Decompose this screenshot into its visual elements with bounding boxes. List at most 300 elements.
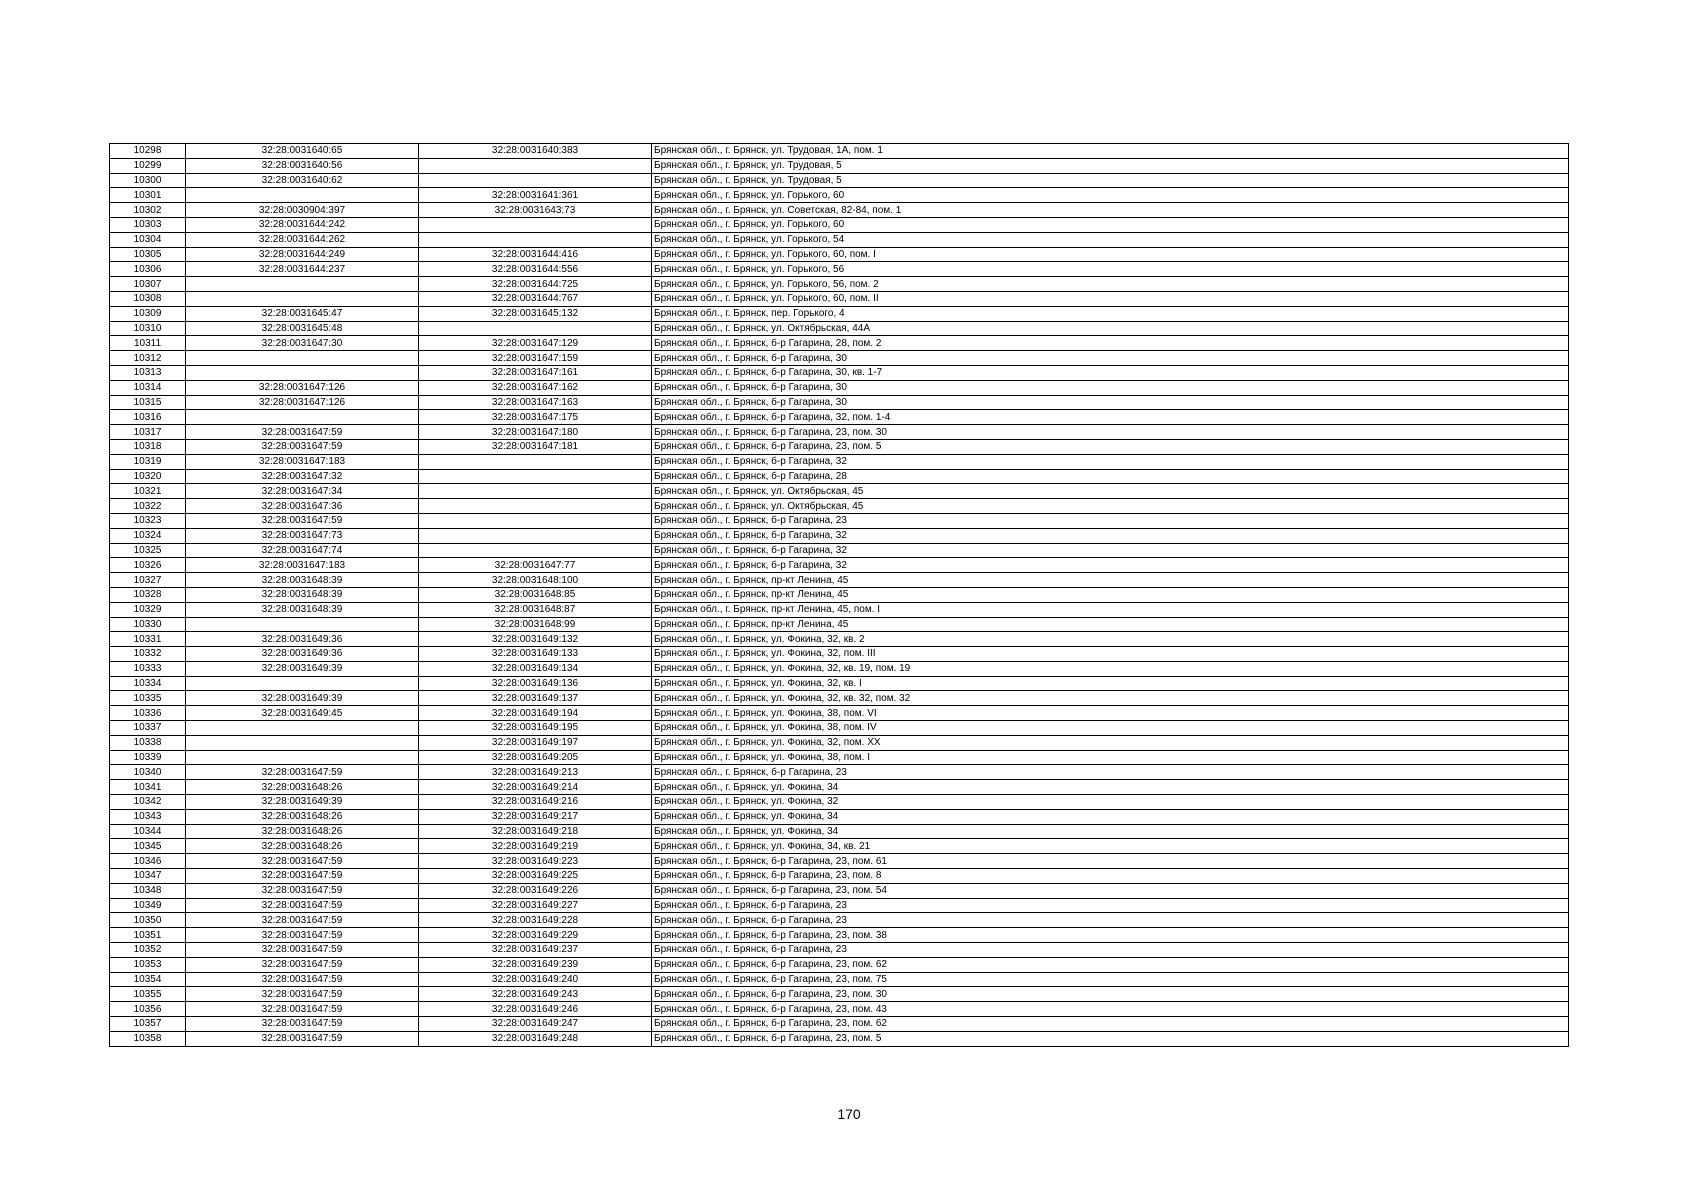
- premises-cadastral-number-cell: 32:28:0031648:87: [419, 602, 652, 617]
- object-cadastral-number-cell: [186, 365, 419, 380]
- table-row: [110, 469, 1569, 484]
- table-row: [110, 765, 1569, 780]
- table-row: [110, 558, 1569, 573]
- object-cadastral-number-cell: 32:28:0031644:237: [186, 262, 419, 277]
- object-cadastral-number-cell: 32:28:0031647:59: [186, 869, 419, 884]
- table-row: [110, 217, 1569, 232]
- table-row: [110, 602, 1569, 617]
- row-number-cell: 10318: [110, 439, 186, 454]
- premises-cadastral-number-cell: 32:28:0031647:162: [419, 380, 652, 395]
- address-cell: Брянская обл., г. Брянск, ул. Фокина, 32, кв. 2: [652, 632, 1569, 647]
- premises-cadastral-number-cell: 32:28:0031649:223: [419, 854, 652, 869]
- row-number-cell: 10353: [110, 957, 186, 972]
- table-row: [110, 203, 1569, 218]
- row-number-cell: 10332: [110, 647, 186, 662]
- object-cadastral-number-cell: 32:28:0031647:59: [186, 513, 419, 528]
- address-cell: Брянская обл., г. Брянск, ул. Фокина, 32, пом. III: [652, 647, 1569, 662]
- premises-cadastral-number-cell: 32:28:0031647:163: [419, 395, 652, 410]
- premises-cadastral-number-cell: [419, 217, 652, 232]
- premises-cadastral-number-cell: 32:28:0031649:205: [419, 750, 652, 765]
- address-cell: Брянская обл., г. Брянск, б-р Гагарина, 30, кв. 1-7: [652, 365, 1569, 380]
- premises-cadastral-number-cell: [419, 469, 652, 484]
- premises-cadastral-number-cell: 32:28:0031644:556: [419, 262, 652, 277]
- row-number-cell: 10339: [110, 750, 186, 765]
- premises-cadastral-number-cell: 32:28:0031649:240: [419, 972, 652, 987]
- premises-cadastral-number-cell: 32:28:0031643:73: [419, 203, 652, 218]
- object-cadastral-number-cell: 32:28:0031647:30: [186, 336, 419, 351]
- table-row: [110, 839, 1569, 854]
- address-cell: Брянская обл., г. Брянск, б-р Гагарина, 23, пом. 38: [652, 928, 1569, 943]
- table-row: [110, 410, 1569, 425]
- premises-cadastral-number-cell: 32:28:0031647:77: [419, 558, 652, 573]
- address-cell: Брянская обл., г. Брянск, б-р Гагарина, 32: [652, 558, 1569, 573]
- premises-cadastral-number-cell: 32:28:0031645:132: [419, 306, 652, 321]
- table-row: [110, 395, 1569, 410]
- object-cadastral-number-cell: 32:28:0031649:39: [186, 691, 419, 706]
- premises-cadastral-number-cell: 32:28:0031649:239: [419, 957, 652, 972]
- object-cadastral-number-cell: 32:28:0031647:59: [186, 883, 419, 898]
- row-number-cell: 10302: [110, 203, 186, 218]
- table-row: [110, 573, 1569, 588]
- object-cadastral-number-cell: [186, 617, 419, 632]
- row-number-cell: 10310: [110, 321, 186, 336]
- address-cell: Брянская обл., г. Брянск, ул. Трудовая, 5: [652, 173, 1569, 188]
- object-cadastral-number-cell: 32:28:0031645:48: [186, 321, 419, 336]
- address-cell: Брянская обл., г. Брянск, ул. Горького, 60, пом. I: [652, 247, 1569, 262]
- address-cell: Брянская обл., г. Брянск, ул. Фокина, 32, кв. 32, пом. 32: [652, 691, 1569, 706]
- page-number: 170: [837, 1106, 861, 1122]
- table-row: [110, 454, 1569, 469]
- object-cadastral-number-cell: [186, 750, 419, 765]
- address-cell: Брянская обл., г. Брянск, ул. Фокина, 32, кв. I: [652, 676, 1569, 691]
- table-row: [110, 365, 1569, 380]
- object-cadastral-number-cell: 32:28:0031648:39: [186, 602, 419, 617]
- table-row: [110, 795, 1569, 810]
- premises-cadastral-number-cell: 32:28:0031644:725: [419, 277, 652, 292]
- address-cell: Брянская обл., г. Брянск, б-р Гагарина, 30: [652, 351, 1569, 366]
- premises-cadastral-number-cell: 32:28:0031644:767: [419, 291, 652, 306]
- object-cadastral-number-cell: 32:28:0031647:126: [186, 380, 419, 395]
- table-row: [110, 1031, 1569, 1046]
- table-row: [110, 484, 1569, 499]
- address-cell: Брянская обл., г. Брянск, б-р Гагарина, 23, пом. 62: [652, 957, 1569, 972]
- address-cell: Брянская обл., г. Брянск, б-р Гагарина, 30: [652, 380, 1569, 395]
- row-number-cell: 10349: [110, 898, 186, 913]
- address-cell: Брянская обл., г. Брянск, ул. Фокина, 38, пом. VI: [652, 706, 1569, 721]
- address-cell: Брянская обл., г. Брянск, ул. Фокина, 32, пом. XX: [652, 735, 1569, 750]
- address-cell: Брянская обл., г. Брянск, пер. Горького, 4: [652, 306, 1569, 321]
- object-cadastral-number-cell: 32:28:0031645:47: [186, 306, 419, 321]
- row-number-cell: 10316: [110, 410, 186, 425]
- register-table: [109, 143, 1569, 1047]
- row-number-cell: 10324: [110, 528, 186, 543]
- table-row: [110, 587, 1569, 602]
- table-row: [110, 780, 1569, 795]
- premises-cadastral-number-cell: 32:28:0031649:225: [419, 869, 652, 884]
- table-row: [110, 647, 1569, 662]
- object-cadastral-number-cell: 32:28:0031647:126: [186, 395, 419, 410]
- premises-cadastral-number-cell: 32:28:0031649:217: [419, 809, 652, 824]
- row-number-cell: 10358: [110, 1031, 186, 1046]
- object-cadastral-number-cell: 32:28:0031649:36: [186, 647, 419, 662]
- object-cadastral-number-cell: 32:28:0031647:59: [186, 987, 419, 1002]
- row-number-cell: 10328: [110, 587, 186, 602]
- row-number-cell: 10298: [110, 144, 186, 159]
- address-cell: Брянская обл., г. Брянск, ул. Октябрьская, 45: [652, 499, 1569, 514]
- row-number-cell: 10336: [110, 706, 186, 721]
- premises-cadastral-number-cell: 32:28:0031647:180: [419, 425, 652, 440]
- row-number-cell: 10322: [110, 499, 186, 514]
- object-cadastral-number-cell: 32:28:0030904:397: [186, 203, 419, 218]
- row-number-cell: 10351: [110, 928, 186, 943]
- row-number-cell: 10329: [110, 602, 186, 617]
- premises-cadastral-number-cell: 32:28:0031649:218: [419, 824, 652, 839]
- address-cell: Брянская обл., г. Брянск, б-р Гагарина, 23, пом. 5: [652, 439, 1569, 454]
- object-cadastral-number-cell: 32:28:0031649:36: [186, 632, 419, 647]
- address-cell: Брянская обл., г. Брянск, б-р Гагарина, 30: [652, 395, 1569, 410]
- address-cell: Брянская обл., г. Брянск, б-р Гагарина, 23, пом. 30: [652, 425, 1569, 440]
- row-number-cell: 10307: [110, 277, 186, 292]
- object-cadastral-number-cell: 32:28:0031647:183: [186, 558, 419, 573]
- table-row: [110, 972, 1569, 987]
- premises-cadastral-number-cell: 32:28:0031649:134: [419, 661, 652, 676]
- object-cadastral-number-cell: 32:28:0031647:59: [186, 943, 419, 958]
- object-cadastral-number-cell: 32:28:0031647:32: [186, 469, 419, 484]
- object-cadastral-number-cell: 32:28:0031647:73: [186, 528, 419, 543]
- object-cadastral-number-cell: 32:28:0031649:39: [186, 795, 419, 810]
- row-number-cell: 10323: [110, 513, 186, 528]
- table-row: [110, 306, 1569, 321]
- address-cell: Брянская обл., г. Брянск, ул. Фокина, 34: [652, 780, 1569, 795]
- premises-cadastral-number-cell: 32:28:0031647:181: [419, 439, 652, 454]
- address-cell: Брянская обл., г. Брянск, пр-кт Ленина, 45: [652, 573, 1569, 588]
- premises-cadastral-number-cell: 32:28:0031649:227: [419, 898, 652, 913]
- premises-cadastral-number-cell: 32:28:0031649:226: [419, 883, 652, 898]
- row-number-cell: 10309: [110, 306, 186, 321]
- object-cadastral-number-cell: 32:28:0031647:59: [186, 425, 419, 440]
- object-cadastral-number-cell: 32:28:0031640:65: [186, 144, 419, 159]
- table-row: [110, 173, 1569, 188]
- object-cadastral-number-cell: 32:28:0031647:74: [186, 543, 419, 558]
- row-number-cell: 10308: [110, 291, 186, 306]
- table-row: [110, 351, 1569, 366]
- object-cadastral-number-cell: 32:28:0031644:262: [186, 232, 419, 247]
- premises-cadastral-number-cell: 32:28:0031649:247: [419, 1017, 652, 1032]
- address-cell: Брянская обл., г. Брянск, ул. Фокина, 38, пом. I: [652, 750, 1569, 765]
- object-cadastral-number-cell: 32:28:0031647:34: [186, 484, 419, 499]
- premises-cadastral-number-cell: 32:28:0031647:175: [419, 410, 652, 425]
- premises-cadastral-number-cell: 32:28:0031649:246: [419, 1002, 652, 1017]
- address-cell: Брянская обл., г. Брянск, ул. Октябрьская, 45: [652, 484, 1569, 499]
- address-cell: Брянская обл., г. Брянск, б-р Гагарина, 23, пом. 43: [652, 1002, 1569, 1017]
- premises-cadastral-number-cell: [419, 321, 652, 336]
- address-cell: Брянская обл., г. Брянск, ул. Фокина, 32, кв. 19, пом. 19: [652, 661, 1569, 676]
- row-number-cell: 10330: [110, 617, 186, 632]
- premises-cadastral-number-cell: [419, 528, 652, 543]
- row-number-cell: 10311: [110, 336, 186, 351]
- address-cell: Брянская обл., г. Брянск, ул. Фокина, 32: [652, 795, 1569, 810]
- row-number-cell: 10319: [110, 454, 186, 469]
- address-cell: Брянская обл., г. Брянск, ул. Горького, 60, пом. II: [652, 291, 1569, 306]
- object-cadastral-number-cell: 32:28:0031647:59: [186, 1017, 419, 1032]
- address-cell: Брянская обл., г. Брянск, б-р Гагарина, 28, пом. 2: [652, 336, 1569, 351]
- table-row: [110, 928, 1569, 943]
- row-number-cell: 10334: [110, 676, 186, 691]
- row-number-cell: 10354: [110, 972, 186, 987]
- object-cadastral-number-cell: [186, 277, 419, 292]
- object-cadastral-number-cell: 32:28:0031644:249: [186, 247, 419, 262]
- premises-cadastral-number-cell: 32:28:0031649:248: [419, 1031, 652, 1046]
- object-cadastral-number-cell: [186, 721, 419, 736]
- address-cell: Брянская обл., г. Брянск, ул. Горького, 56, пом. 2: [652, 277, 1569, 292]
- row-number-cell: 10352: [110, 943, 186, 958]
- premises-cadastral-number-cell: 32:28:0031648:85: [419, 587, 652, 602]
- premises-cadastral-number-cell: 32:28:0031649:136: [419, 676, 652, 691]
- row-number-cell: 10301: [110, 188, 186, 203]
- address-cell: Брянская обл., г. Брянск, б-р Гагарина, 28: [652, 469, 1569, 484]
- address-cell: Брянская обл., г. Брянск, б-р Гагарина, 23, пом. 62: [652, 1017, 1569, 1032]
- premises-cadastral-number-cell: 32:28:0031647:161: [419, 365, 652, 380]
- row-number-cell: 10342: [110, 795, 186, 810]
- row-number-cell: 10348: [110, 883, 186, 898]
- premises-cadastral-number-cell: 32:28:0031649:228: [419, 913, 652, 928]
- object-cadastral-number-cell: 32:28:0031644:242: [186, 217, 419, 232]
- address-cell: Брянская обл., г. Брянск, б-р Гагарина, 23: [652, 898, 1569, 913]
- object-cadastral-number-cell: [186, 676, 419, 691]
- row-number-cell: 10317: [110, 425, 186, 440]
- table-row: [110, 957, 1569, 972]
- premises-cadastral-number-cell: 32:28:0031649:213: [419, 765, 652, 780]
- premises-cadastral-number-cell: 32:28:0031641:361: [419, 188, 652, 203]
- address-cell: Брянская обл., г. Брянск, б-р Гагарина, 32, пом. 1-4: [652, 410, 1569, 425]
- object-cadastral-number-cell: 32:28:0031647:59: [186, 928, 419, 943]
- premises-cadastral-number-cell: [419, 499, 652, 514]
- object-cadastral-number-cell: 32:28:0031649:45: [186, 706, 419, 721]
- table-row: [110, 247, 1569, 262]
- premises-cadastral-number-cell: 32:28:0031644:416: [419, 247, 652, 262]
- address-cell: Брянская обл., г. Брянск, ул. Трудовая, 1А, пом. 1: [652, 144, 1569, 159]
- object-cadastral-number-cell: [186, 291, 419, 306]
- object-cadastral-number-cell: 32:28:0031647:59: [186, 1002, 419, 1017]
- premises-cadastral-number-cell: 32:28:0031649:197: [419, 735, 652, 750]
- premises-cadastral-number-cell: 32:28:0031649:216: [419, 795, 652, 810]
- table-row: [110, 913, 1569, 928]
- table-row: [110, 676, 1569, 691]
- object-cadastral-number-cell: 32:28:0031648:39: [186, 587, 419, 602]
- object-cadastral-number-cell: 32:28:0031647:59: [186, 1031, 419, 1046]
- row-number-cell: 10356: [110, 1002, 186, 1017]
- object-cadastral-number-cell: 32:28:0031647:183: [186, 454, 419, 469]
- address-cell: Брянская обл., г. Брянск, ул. Фокина, 38, пом. IV: [652, 721, 1569, 736]
- row-number-cell: 10327: [110, 573, 186, 588]
- table-row: [110, 869, 1569, 884]
- premises-cadastral-number-cell: 32:28:0031649:194: [419, 706, 652, 721]
- address-cell: Брянская обл., г. Брянск, ул. Октябрьская, 44А: [652, 321, 1569, 336]
- table-row: [110, 1002, 1569, 1017]
- address-cell: Брянская обл., г. Брянск, б-р Гагарина, 23, пом. 61: [652, 854, 1569, 869]
- table-row: [110, 898, 1569, 913]
- row-number-cell: 10337: [110, 721, 186, 736]
- object-cadastral-number-cell: 32:28:0031648:26: [186, 824, 419, 839]
- table-row: [110, 232, 1569, 247]
- address-cell: Брянская обл., г. Брянск, б-р Гагарина, 32: [652, 543, 1569, 558]
- object-cadastral-number-cell: 32:28:0031647:59: [186, 972, 419, 987]
- premises-cadastral-number-cell: 32:28:0031649:219: [419, 839, 652, 854]
- row-number-cell: 10343: [110, 809, 186, 824]
- premises-cadastral-number-cell: [419, 543, 652, 558]
- table-row: [110, 543, 1569, 558]
- address-cell: Брянская обл., г. Брянск, ул. Горького, 60: [652, 188, 1569, 203]
- address-cell: Брянская обл., г. Брянск, б-р Гагарина, 23: [652, 765, 1569, 780]
- row-number-cell: 10306: [110, 262, 186, 277]
- object-cadastral-number-cell: [186, 735, 419, 750]
- row-number-cell: 10341: [110, 780, 186, 795]
- table-row: [110, 262, 1569, 277]
- premises-cadastral-number-cell: 32:28:0031649:229: [419, 928, 652, 943]
- premises-cadastral-number-cell: 32:28:0031649:214: [419, 780, 652, 795]
- row-number-cell: 10303: [110, 217, 186, 232]
- table-row: [110, 380, 1569, 395]
- table-row: [110, 1017, 1569, 1032]
- address-cell: Брянская обл., г. Брянск, ул. Советская, 82-84, пом. 1: [652, 203, 1569, 218]
- object-cadastral-number-cell: 32:28:0031647:59: [186, 854, 419, 869]
- premises-cadastral-number-cell: [419, 173, 652, 188]
- object-cadastral-number-cell: 32:28:0031647:59: [186, 957, 419, 972]
- address-cell: Брянская обл., г. Брянск, б-р Гагарина, 23, пом. 30: [652, 987, 1569, 1002]
- table-row: [110, 809, 1569, 824]
- object-cadastral-number-cell: 32:28:0031640:62: [186, 173, 419, 188]
- row-number-cell: 10320: [110, 469, 186, 484]
- table-row: [110, 883, 1569, 898]
- table-row: [110, 528, 1569, 543]
- object-cadastral-number-cell: 32:28:0031648:26: [186, 780, 419, 795]
- premises-cadastral-number-cell: [419, 158, 652, 173]
- table-row: [110, 617, 1569, 632]
- table-row: [110, 824, 1569, 839]
- row-number-cell: 10313: [110, 365, 186, 380]
- address-cell: Брянская обл., г. Брянск, пр-кт Ленина, 45: [652, 587, 1569, 602]
- table-row: [110, 750, 1569, 765]
- address-cell: Брянская обл., г. Брянск, б-р Гагарина, 23: [652, 943, 1569, 958]
- row-number-cell: 10299: [110, 158, 186, 173]
- row-number-cell: 10325: [110, 543, 186, 558]
- premises-cadastral-number-cell: 32:28:0031649:137: [419, 691, 652, 706]
- address-cell: Брянская обл., г. Брянск, б-р Гагарина, 23: [652, 913, 1569, 928]
- table-row: [110, 854, 1569, 869]
- table-row: [110, 513, 1569, 528]
- row-number-cell: 10326: [110, 558, 186, 573]
- address-cell: Брянская обл., г. Брянск, б-р Гагарина, 23, пом. 54: [652, 883, 1569, 898]
- row-number-cell: 10312: [110, 351, 186, 366]
- register-table-body: [110, 144, 1569, 1047]
- table-row: [110, 277, 1569, 292]
- object-cadastral-number-cell: 32:28:0031648:26: [186, 839, 419, 854]
- row-number-cell: 10357: [110, 1017, 186, 1032]
- table-row: [110, 439, 1569, 454]
- address-cell: Брянская обл., г. Брянск, ул. Фокина, 34: [652, 809, 1569, 824]
- row-number-cell: 10305: [110, 247, 186, 262]
- table-row: [110, 721, 1569, 736]
- row-number-cell: 10304: [110, 232, 186, 247]
- object-cadastral-number-cell: 32:28:0031647:36: [186, 499, 419, 514]
- table-row: [110, 321, 1569, 336]
- address-cell: Брянская обл., г. Брянск, б-р Гагарина, 32: [652, 528, 1569, 543]
- table-row: [110, 144, 1569, 159]
- row-number-cell: 10344: [110, 824, 186, 839]
- premises-cadastral-number-cell: [419, 484, 652, 499]
- row-number-cell: 10340: [110, 765, 186, 780]
- premises-cadastral-number-cell: 32:28:0031649:195: [419, 721, 652, 736]
- row-number-cell: 10346: [110, 854, 186, 869]
- object-cadastral-number-cell: 32:28:0031648:39: [186, 573, 419, 588]
- premises-cadastral-number-cell: 32:28:0031649:133: [419, 647, 652, 662]
- address-cell: Брянская обл., г. Брянск, пр-кт Ленина, 45, пом. I: [652, 602, 1569, 617]
- row-number-cell: 10333: [110, 661, 186, 676]
- premises-cadastral-number-cell: 32:28:0031640:383: [419, 144, 652, 159]
- address-cell: Брянская обл., г. Брянск, ул. Горького, 60: [652, 217, 1569, 232]
- object-cadastral-number-cell: 32:28:0031648:26: [186, 809, 419, 824]
- object-cadastral-number-cell: 32:28:0031647:59: [186, 913, 419, 928]
- row-number-cell: 10335: [110, 691, 186, 706]
- premises-cadastral-number-cell: 32:28:0031647:129: [419, 336, 652, 351]
- premises-cadastral-number-cell: 32:28:0031649:132: [419, 632, 652, 647]
- object-cadastral-number-cell: 32:28:0031647:59: [186, 439, 419, 454]
- premises-cadastral-number-cell: [419, 454, 652, 469]
- object-cadastral-number-cell: [186, 410, 419, 425]
- address-cell: Брянская обл., г. Брянск, б-р Гагарина, 32: [652, 454, 1569, 469]
- table-row: [110, 706, 1569, 721]
- address-cell: Брянская обл., г. Брянск, б-р Гагарина, 23: [652, 513, 1569, 528]
- row-number-cell: 10314: [110, 380, 186, 395]
- table-row: [110, 987, 1569, 1002]
- table-row: [110, 336, 1569, 351]
- object-cadastral-number-cell: [186, 188, 419, 203]
- address-cell: Брянская обл., г. Брянск, б-р Гагарина, 23, пом. 5: [652, 1031, 1569, 1046]
- object-cadastral-number-cell: [186, 351, 419, 366]
- table-row: [110, 499, 1569, 514]
- table-row: [110, 632, 1569, 647]
- premises-cadastral-number-cell: 32:28:0031647:159: [419, 351, 652, 366]
- table-row: [110, 735, 1569, 750]
- table-row: [110, 291, 1569, 306]
- row-number-cell: 10355: [110, 987, 186, 1002]
- address-cell: Брянская обл., г. Брянск, б-р Гагарина, 23, пом. 75: [652, 972, 1569, 987]
- premises-cadastral-number-cell: 32:28:0031648:99: [419, 617, 652, 632]
- row-number-cell: 10347: [110, 869, 186, 884]
- address-cell: Брянская обл., г. Брянск, ул. Горького, 54: [652, 232, 1569, 247]
- object-cadastral-number-cell: 32:28:0031640:56: [186, 158, 419, 173]
- row-number-cell: 10345: [110, 839, 186, 854]
- table-row: [110, 158, 1569, 173]
- table-row: [110, 943, 1569, 958]
- row-number-cell: 10331: [110, 632, 186, 647]
- premises-cadastral-number-cell: 32:28:0031648:100: [419, 573, 652, 588]
- table-row: [110, 691, 1569, 706]
- premises-cadastral-number-cell: 32:28:0031649:237: [419, 943, 652, 958]
- object-cadastral-number-cell: 32:28:0031647:59: [186, 898, 419, 913]
- object-cadastral-number-cell: 32:28:0031649:39: [186, 661, 419, 676]
- table-row: [110, 661, 1569, 676]
- address-cell: Брянская обл., г. Брянск, б-р Гагарина, 23, пом. 8: [652, 869, 1569, 884]
- row-number-cell: 10300: [110, 173, 186, 188]
- address-cell: Брянская обл., г. Брянск, ул. Горького, 56: [652, 262, 1569, 277]
- object-cadastral-number-cell: 32:28:0031647:59: [186, 765, 419, 780]
- premises-cadastral-number-cell: 32:28:0031649:243: [419, 987, 652, 1002]
- address-cell: Брянская обл., г. Брянск, ул. Трудовая, 5: [652, 158, 1569, 173]
- row-number-cell: 10350: [110, 913, 186, 928]
- row-number-cell: 10321: [110, 484, 186, 499]
- row-number-cell: 10338: [110, 735, 186, 750]
